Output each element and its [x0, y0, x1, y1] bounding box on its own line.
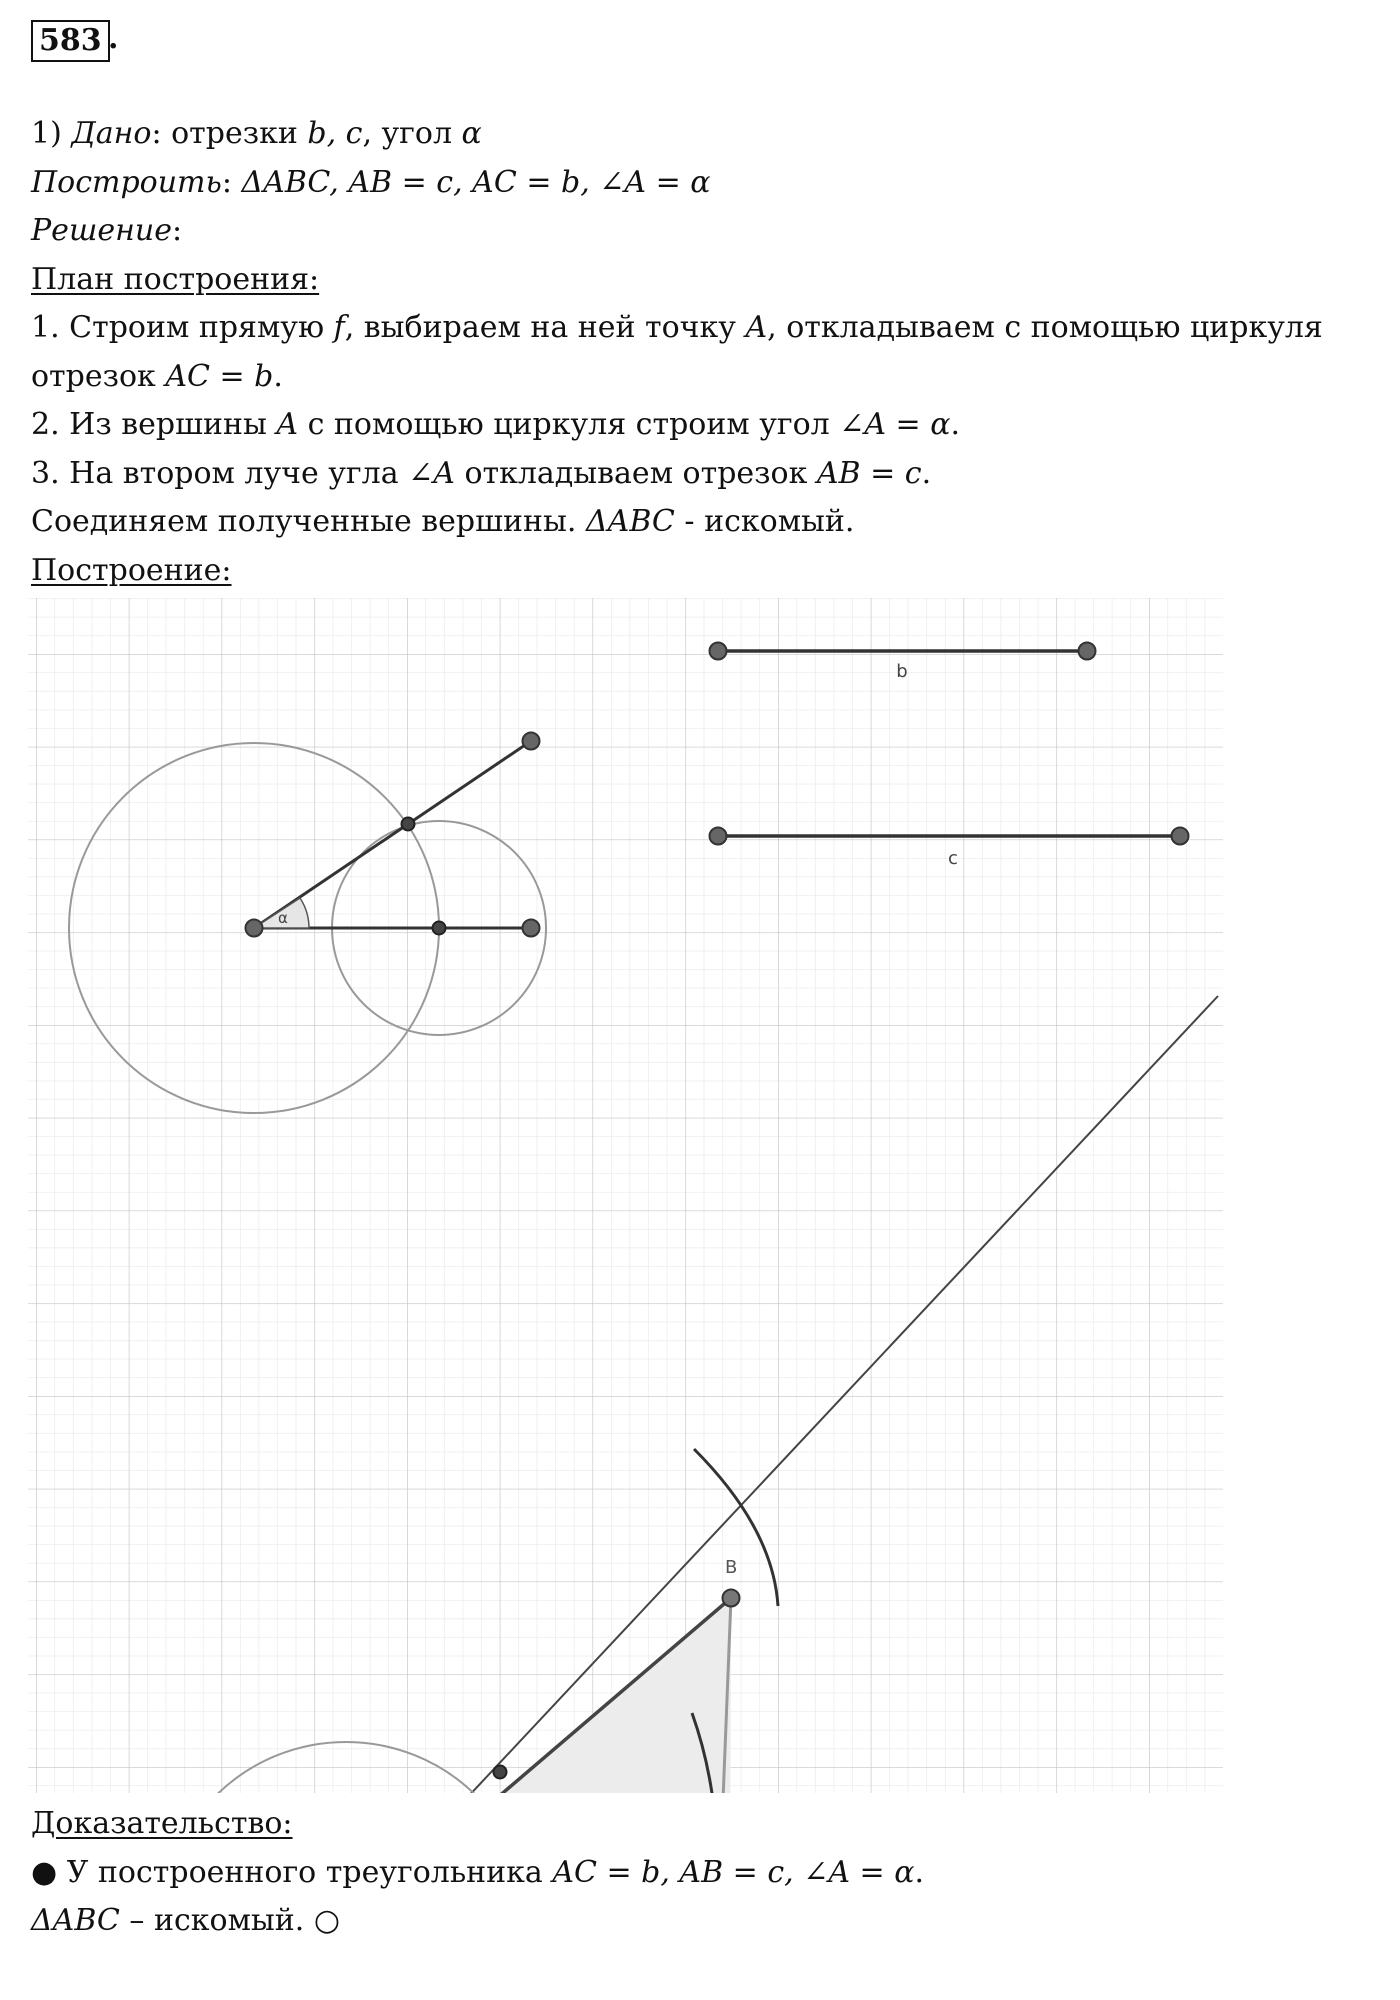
compass-intersection-bottom [494, 1766, 507, 1779]
plan-conclusion: Соединяем полученные вершины. ΔABC - искомый. [31, 504, 855, 539]
angle-vertex-top [246, 920, 263, 937]
proof-line-2: ΔABC – искомый. ○ [31, 1903, 341, 1938]
plan-step-1b: отрезок AC = b. [31, 358, 283, 394]
problem-number: 583 [31, 20, 110, 62]
solution-line: Решение: [31, 213, 183, 248]
solution-label: Решение [31, 213, 172, 248]
plan-heading: План построения: [31, 261, 320, 297]
construct-line: Построить: ΔABC, AB = c, AC = b, ∠A = α [31, 164, 711, 200]
given-label: Дано [71, 116, 152, 151]
label-b-vertex: B [725, 1557, 738, 1578]
label-c: c [948, 848, 958, 869]
angle-horizontal-end-top [523, 920, 540, 937]
segment-b-end-point [1079, 643, 1096, 660]
proof-heading: Доказательство: [31, 1806, 293, 1841]
label-alpha-top: α [278, 909, 288, 927]
compass-center-top [433, 922, 446, 935]
plan-step-3: 3. На втором луче угла ∠A откладываем отрезок AB = c. [31, 455, 932, 491]
plan-step-2: 2. Из вершины A с помощью циркуля строим угол ∠A = α. [31, 407, 961, 442]
problem-text [31, 110, 1361, 595]
segment-c-start-point [710, 828, 727, 845]
proof-line-1: ● У построенного треугольника AC = b, AB = c, ∠A = α. [31, 1854, 925, 1890]
construction-heading: Построение: [31, 552, 232, 588]
construct-label: Построить [31, 164, 222, 200]
segment-c-end-point [1172, 828, 1189, 845]
problem-number-dot: . [108, 21, 119, 56]
given-line: 1) Дано: отрезки b, c, угол α [31, 116, 482, 151]
plan-step-1a: 1. Строим прямую f, выбираем на ней точку A, откладываем с помощью циркуля [31, 310, 1323, 345]
vertex-b [723, 1590, 740, 1607]
segment-b-start-point [710, 643, 727, 660]
label-b: b [896, 661, 908, 682]
grid-background [28, 598, 1223, 1793]
angle-slanted-end-top [523, 733, 540, 750]
proof-section [31, 1800, 1361, 1946]
compass-intersection-top [402, 818, 415, 831]
construction-diagram [28, 598, 1223, 1793]
